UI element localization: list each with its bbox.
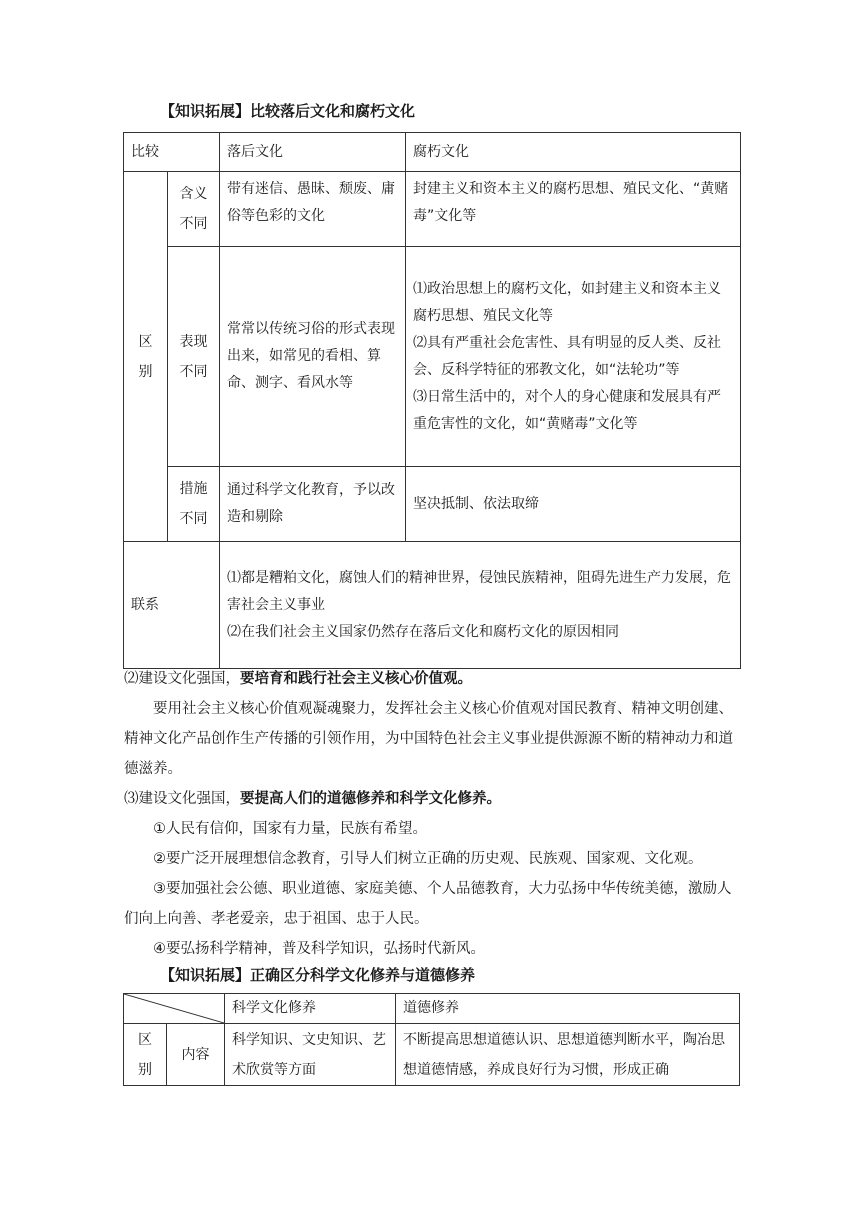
table-row <box>124 1024 740 1086</box>
decadent-measures <box>406 467 741 542</box>
diagonal-line <box>124 994 224 1023</box>
header-backward-culture: 落后文化 <box>220 133 406 172</box>
relation-label: 联系 <box>124 542 220 669</box>
table-row <box>124 542 741 669</box>
row-label-measures: 措施不同 <box>168 467 220 542</box>
header-compare: 比较 <box>124 133 220 172</box>
paragraph-moral-cultivation <box>124 784 740 814</box>
backward-expression: 常常以传统习俗的形式表现出来，如常见的看相、算命、测字、看风水等 <box>220 247 406 467</box>
table-row <box>124 172 741 247</box>
header-decadent-culture: 腐朽文化 <box>406 133 741 172</box>
relation-item: ⑴都是糟粕文化，腐蚀人们的精神世界，侵蚀民族精神，阻碍先进生产力发展，危害社会主义事业 <box>227 569 731 613</box>
list-item: ①人民有信仰，国家有力量，民族有希望。 <box>153 821 427 837</box>
paragraph-core-values <box>124 664 740 694</box>
decadent-expression-item: ⑵具有严重社会危害性、具有明显的反人类、反社会、反科学特征的邪教文化，如“法轮功”等 <box>413 334 721 378</box>
table-row <box>124 247 741 467</box>
backward-meaning: 带有迷信、愚昧、颓废、庸俗等色彩的文化 <box>220 172 406 247</box>
table-row <box>124 467 741 542</box>
row-label-expression: 表现不同 <box>168 247 220 467</box>
decadent-meaning <box>406 172 741 247</box>
moral-content: 不断提高思想道德认识、思想道德判断水平，陶冶思想道德情感，养成良好行为习惯，形成正确 <box>396 1024 740 1086</box>
decadent-expression <box>406 247 741 467</box>
relation-item: ⑵在我们社会主义国家仍然存在落后文化和腐朽文化的原因相同 <box>227 623 619 640</box>
paragraph-core-values-detail: 要用社会主义核心价值观凝魂聚力，发挥社会主义核心价值观对国民教育、精神文明创建、精神文化产品创作生产传播的引领作用，为中国特色社会主义事业提供源源不断的精神动力和道德滋养。 <box>124 701 733 777</box>
cultivation-table <box>123 993 740 1086</box>
relation-content <box>220 542 741 669</box>
paragraph-emphasis: 要培育和践行社会主义核心价值观。 <box>240 671 472 687</box>
paragraph-prefix: ⑵建设文化强国， <box>124 671 240 687</box>
decadent-expression-item: ⑶日常生活中的，对个人的身心健康和发展具有严重危害性的文化，如“黄赌毒”文化等 <box>413 388 721 432</box>
backward-measures: 通过科学文化教育，予以改造和剔除 <box>220 467 406 542</box>
row-label-meaning: 含义不同 <box>168 172 220 247</box>
decadent-meaning-text: 封建主义和资本主义的腐朽思想、殖民文化、“黄赌毒”文化等 <box>413 181 729 224</box>
header-moral-cultivation: 道德修养 <box>396 994 740 1024</box>
header-science-cultivation: 科学文化修养 <box>225 994 396 1024</box>
paragraph-emphasis: 要提高人们的道德修养和科学文化修养。 <box>240 791 501 807</box>
science-content: 科学知识、文史知识、艺术欣赏等方面 <box>225 1024 396 1086</box>
comparison-table <box>123 132 741 669</box>
decadent-measures-text: 坚决抵制、依法取缔 <box>413 495 539 512</box>
decadent-expression-item: ⑴政治思想上的腐朽文化，如封建主义和资本主义腐朽思想、殖民文化等 <box>413 280 721 324</box>
diagonal-header-cell <box>124 994 225 1024</box>
paragraph-prefix: ⑶建设文化强国， <box>124 791 240 807</box>
table-header-row <box>124 994 740 1024</box>
difference-label: 区别 <box>124 172 168 542</box>
section2-heading: 【知识拓展】正确区分科学文化修养与道德修养 <box>160 966 476 984</box>
list-item: ③要加强社会公德、职业道德、家庭美德、个人品德教育，大力弘扬中华传统美德，激励人们向上向善、孝老爱亲，忠于祖国、忠于人民。 <box>124 881 732 927</box>
list-item: ②要广泛开展理想信念教育，引导人们树立正确的历史观、民族观、国家观、文化观。 <box>153 851 703 867</box>
row-label-content: 内容 <box>167 1024 225 1086</box>
difference-label: 区别 <box>124 1024 167 1086</box>
table-header-row <box>124 133 741 172</box>
list-item: ④要弘扬科学精神，普及科学知识，弘扬时代新风。 <box>153 941 485 957</box>
section1-heading: 【知识拓展】比较落后文化和腐朽文化 <box>160 102 416 120</box>
